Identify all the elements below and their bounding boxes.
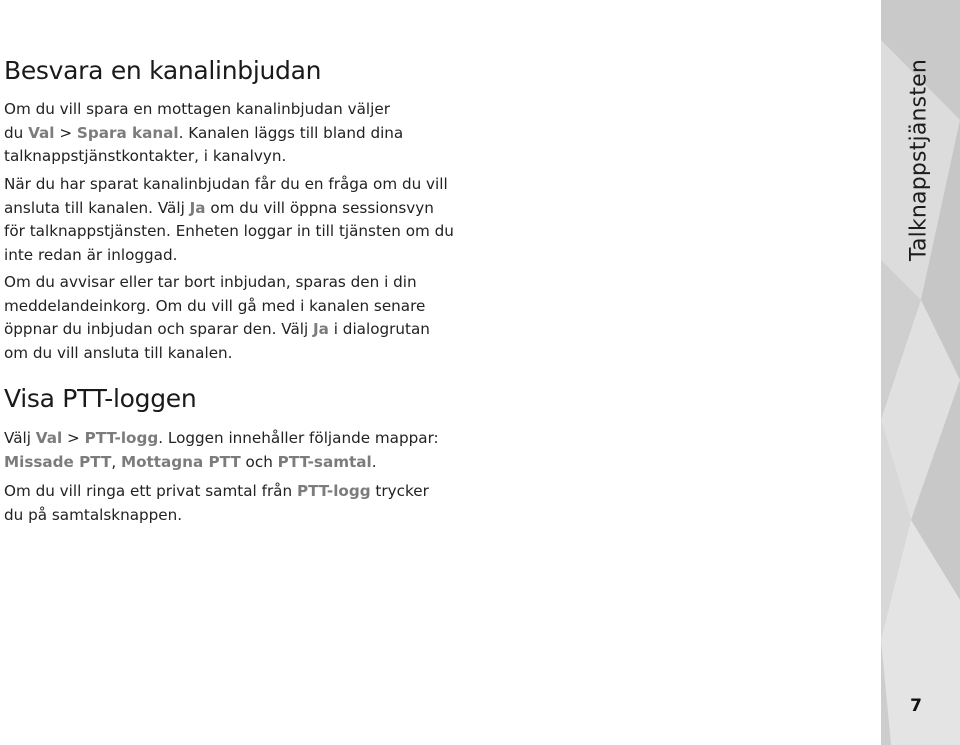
paragraph bbox=[4, 173, 454, 267]
text-line bbox=[4, 480, 429, 504]
keyword-ja: Ja bbox=[189, 198, 206, 217]
paragraph bbox=[4, 98, 403, 169]
page-number: 7 bbox=[910, 696, 922, 716]
keyword-ptt-logg: PTT-logg bbox=[296, 482, 371, 500]
text: och bbox=[240, 452, 278, 471]
text-line bbox=[4, 145, 403, 169]
text: , bbox=[111, 452, 121, 471]
text: Välj bbox=[4, 429, 36, 447]
text-line bbox=[4, 271, 430, 295]
keyword-val: Val bbox=[35, 429, 63, 447]
text-line bbox=[4, 295, 430, 319]
text: i dialogrutan bbox=[328, 320, 430, 339]
text: . bbox=[371, 452, 377, 471]
text-line bbox=[4, 122, 403, 146]
paragraph bbox=[4, 480, 429, 527]
text-line bbox=[4, 173, 454, 197]
text: meddelandeinkorg. Om du vill gå med i kanalen senare bbox=[4, 296, 426, 315]
text-line bbox=[4, 244, 454, 268]
text: för talknappstjänsten. Enheten loggar in till tjänsten om du bbox=[4, 222, 454, 241]
text-line bbox=[4, 98, 403, 122]
text: . Loggen innehåller följande mappar: bbox=[158, 429, 439, 447]
paragraph bbox=[4, 427, 439, 474]
keyword-missade-ptt: Missade PTT bbox=[4, 452, 112, 471]
text-line bbox=[4, 427, 439, 451]
keyword-ptt-logg: PTT-logg bbox=[84, 429, 159, 447]
keyword-mottagna-ptt: Mottagna PTT bbox=[120, 452, 241, 471]
text: du på samtalsknappen. bbox=[4, 505, 183, 524]
text: du bbox=[4, 123, 29, 142]
text-line bbox=[4, 220, 454, 244]
text: . Kanalen läggs till bland dina bbox=[178, 123, 404, 142]
text-line bbox=[4, 318, 430, 342]
text: Om du vill spara en mottagen kanalinbjudan väljer bbox=[4, 100, 390, 118]
text: När du har sparat kanalinbjudan får du en fråga om du vill bbox=[4, 175, 448, 193]
text-line bbox=[4, 504, 429, 528]
text: > bbox=[62, 429, 85, 447]
text-line bbox=[4, 197, 454, 221]
text: > bbox=[54, 123, 77, 142]
chapter-title: Talknappstjänsten bbox=[906, 58, 932, 262]
text: om du vill ansluta till kanalen. bbox=[4, 343, 233, 362]
keyword-ja: Ja bbox=[313, 320, 329, 339]
section-heading-ptt-log: Visa PTT-loggen bbox=[4, 384, 197, 413]
text: Om du avvisar eller tar bort inbjudan, sparas den i din bbox=[4, 273, 417, 291]
text: ansluta till kanalen. Välj bbox=[4, 198, 190, 217]
text: trycker bbox=[370, 482, 429, 500]
text-line bbox=[4, 451, 439, 475]
paragraph bbox=[4, 271, 430, 365]
text-line bbox=[4, 342, 430, 366]
text: inte redan är inloggad. bbox=[4, 245, 178, 264]
keyword-val: Val bbox=[28, 123, 55, 142]
section-heading-answer-invitation: Besvara en kanalinbjudan bbox=[4, 56, 322, 85]
text: om du vill öppna sessionsvyn bbox=[205, 198, 434, 217]
keyword-spara-kanal: Spara kanal bbox=[76, 123, 179, 142]
text: öppnar du inbjudan och sparar den. Välj bbox=[4, 320, 314, 339]
keyword-ptt-samtal: PTT-samtal bbox=[277, 452, 372, 471]
text: Om du vill ringa ett privat samtal från bbox=[4, 482, 297, 500]
text: talknappstjänstkontakter, i kanalvyn. bbox=[4, 147, 287, 166]
